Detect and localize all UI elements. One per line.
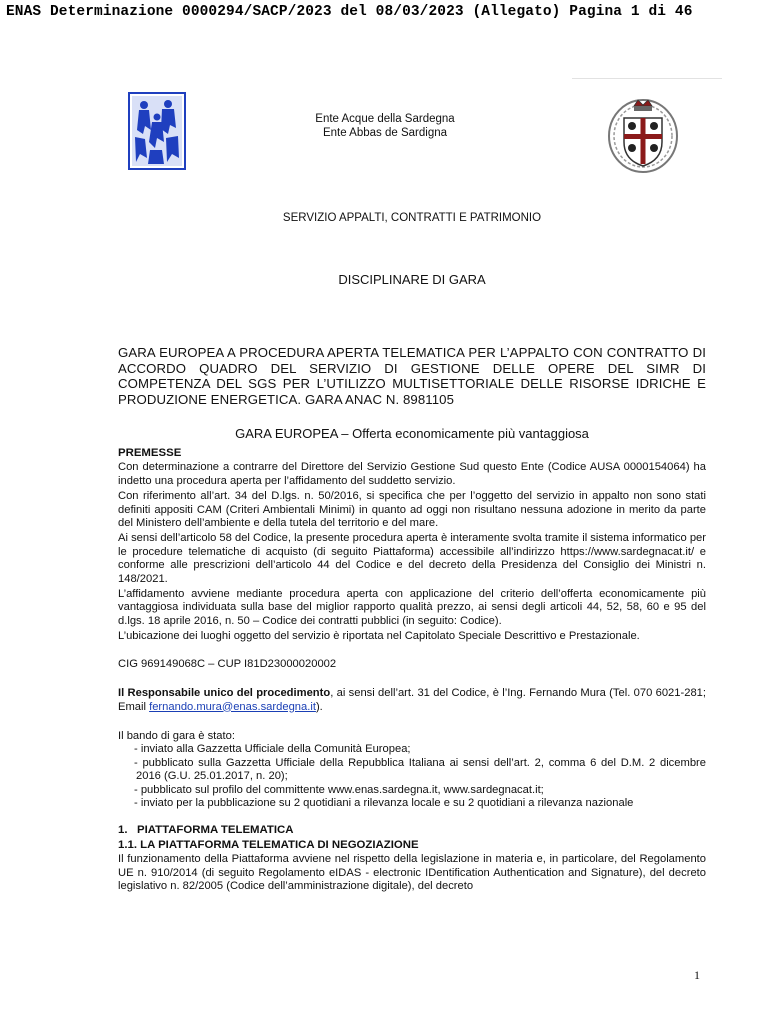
premesse-paragraph-5: L’ubicazione dei luoghi oggetto del servizio è riportata nel Capitolato Speciale Descrittivo e Prestazionale. [118,630,640,643]
rup-paragraph [118,687,706,714]
page-number: 1 [694,968,700,982]
rup-text: , ai sensi dell’art. 31 del Codice, è l’Ing. Fernando Mura (Tel. 070 6021-281; Email [118,687,706,713]
bando-item: - pubblicato sul profilo del committente www.enas.sardegna.it, www.sardegnacat.it; [134,783,544,796]
section-1-1-text: Il funzionamento della Piattaforma avviene nel rispetto della legislazione in materia e, in particolare, del Regolamento UE n. 910/2014 (di seguito Regolamento eIDAS - electronic IDentification Authentication and Signature), del decreto legislativo n. 82/2005 (Codice dell’amministrazione digitale), del decreto [118,853,706,892]
premesse-heading: PREMESSE [118,447,182,459]
premesse-paragraph-4: L’affidamento avviene mediante procedura aperta con applicazione del criterio dell’offerta economicamente più vantaggiosa individuata sulla base del miglior rapporto qualità prezzo, ai sensi degli articoli 44, 52, 58, 60 e 95 del d.lgs. 18 aprile 2016, n. 50 – Codice dei contratti pubblici (in seguito: Codice). [118,588,706,627]
sardinia-crest-icon [604,96,682,174]
enas-logo-icon [128,92,186,170]
section-1-heading: 1. PIATTAFORMA TELEMATICA [118,824,294,837]
premesse-paragraph-1: Con determinazione a contrarre del Direttore del Servizio Gestione Sud questo Ente (Codice AUSA 0000154064) ha indetto una procedura aperta per l’affidamento del suddetto servizio. [118,461,706,487]
protocol-stamp: ENAS Determinazione 0000294/SACP/2023 del 08/03/2023 (Allegato) Pagina 1 di 46 [6,4,693,20]
entity-name-sardinian: Ente Abbas de Sardigna [322,127,448,139]
section-1-1-heading: 1.1. LA PIATTAFORMA TELEMATICA DI NEGOZIAZIONE [118,838,419,851]
bando-intro: Il bando di gara è stato: [118,729,235,742]
bando-list [118,743,706,810]
cig-cup: CIG 969149068C – CUP I81D23000020002 [118,657,337,670]
premesse-paragraph-3: Ai sensi dell’articolo 58 del Codice, la presente procedura aperta è interamente svolta tramite il sistema informatico per le procedure telematiche di acquisto (di seguito Piattaforma) accessibile all’indirizzo https://www.sardegnacat.it/ e conforme alle prescrizioni dell’articolo 44 del Codice e del decreto della Presidenza del Consiglio dei Ministri n. 148/2021. [118,532,706,585]
gara-title: GARA EUROPEA A PROCEDURA APERTA TELEMATICA PER L’APPALTO CON CONTRATTO DI ACCORDO QUADRO DEL SERVIZIO DI GESTIONE DELLE OPERE DEL SIMR DI COMPETENZA DEL SGS PER L’UTILIZZO MULTISETTORIALE DELLE RISORSE IDRICHE E PRODUZIONE ENERGETICA. GARA ANAC N. 8981105 [118,345,706,407]
header-divider [572,78,722,79]
premesse-paragraph-2: Con riferimento all’art. 34 del D.lgs. n. 50/2016, si specifica che per l’oggetto del servizio in appalto non sono stati definiti appositi CAM (Criteri Ambientali Minimi) in quanto ad oggi non risultano nessuna adozione in merito da parte del Ministero dell’ambiente e della tutela del territorio e del mare. [118,490,706,530]
rup-label: Il Responsabile unico del procedimento [118,687,331,700]
document-body [118,447,706,895]
rup-email-link[interactable]: fernando.mura@enas.sardegna.it [149,700,316,713]
gara-subtitle: GARA EUROPEA – Offerta economicamente più vantaggiosa [235,426,589,441]
bando-item: - inviato per la pubblicazione su 2 quotidiani a rilevanza locale e su 2 quotidiani a rilevanza nazionale [134,796,634,809]
service-heading: SERVIZIO APPALTI, CONTRATTI E PATRIMONIO [282,212,542,224]
bando-item: - inviato alla Gazzetta Ufficiale della Comunità Europea; [134,743,411,756]
rup-close: ). [315,700,323,713]
document-title: DISCIPLINARE DI GARA [338,272,486,287]
bando-item: - pubblicato sulla Gazzetta Ufficiale della Repubblica Italiana ai sensi dell’art. 2, comma 6 del D.M. 2 dicembre 2016 (G.U. 25.01.2017, n. 20); [134,756,706,783]
entity-name: Ente Acque della Sardegna [315,113,455,125]
